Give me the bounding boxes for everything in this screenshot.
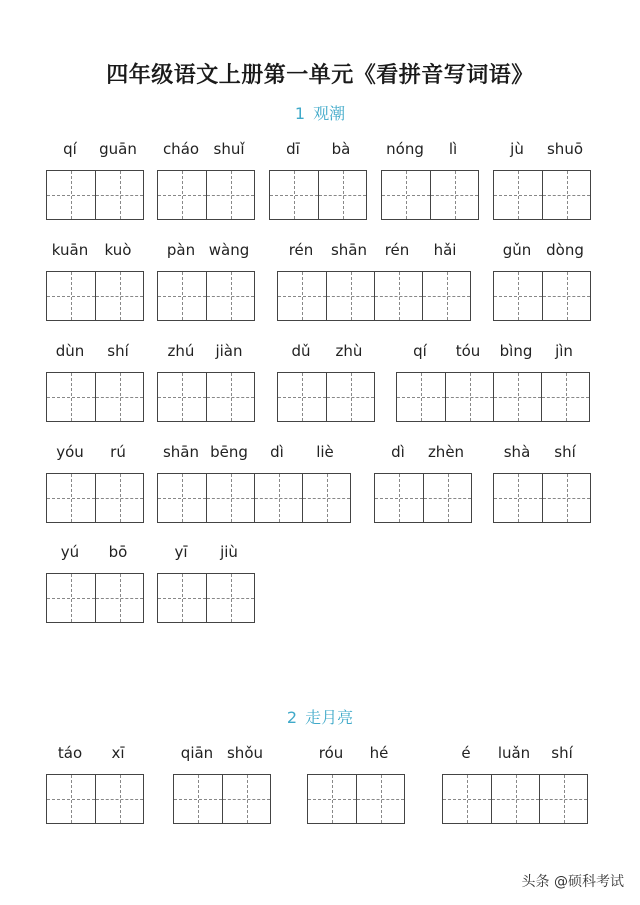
tianzige-cell[interactable] xyxy=(542,171,590,219)
tianzige-cell[interactable] xyxy=(491,775,539,823)
pinyin-syllable: jìn xyxy=(555,342,573,360)
writing-grid[interactable] xyxy=(374,473,472,523)
pinyin-syllable: shí xyxy=(107,342,129,360)
tianzige-cell[interactable] xyxy=(422,272,470,320)
pinyin-syllable: pàn xyxy=(166,241,196,259)
pinyin-syllable: zhú xyxy=(167,342,195,360)
tianzige-cell[interactable] xyxy=(494,474,542,522)
tianzige-cell[interactable] xyxy=(542,474,590,522)
pinyin-syllable: shà xyxy=(503,443,531,461)
pinyin-syllable: hé xyxy=(369,744,389,762)
pinyin-syllable: jiù xyxy=(220,543,238,561)
tianzige-cell[interactable] xyxy=(47,171,95,219)
tianzige-cell[interactable] xyxy=(302,474,350,522)
tianzige-cell[interactable] xyxy=(47,272,95,320)
tianzige-cell[interactable] xyxy=(47,574,95,622)
pinyin-syllable: luǎn xyxy=(497,744,531,762)
tianzige-cell[interactable] xyxy=(174,775,222,823)
tianzige-cell[interactable] xyxy=(222,775,270,823)
pinyin-syllable: róu xyxy=(318,744,344,762)
tianzige-cell[interactable] xyxy=(326,373,374,421)
tianzige-cell[interactable] xyxy=(95,272,143,320)
pinyin-syllable: yóu xyxy=(56,443,84,461)
pinyin-syllable: bìng xyxy=(499,342,533,360)
section-number: 1 xyxy=(294,104,306,123)
pinyin-syllable: kuān xyxy=(51,241,89,259)
tianzige-cell[interactable] xyxy=(443,775,491,823)
writing-grid[interactable] xyxy=(277,372,375,422)
pinyin-syllable: tóu xyxy=(455,342,481,360)
tianzige-cell[interactable] xyxy=(206,474,254,522)
pinyin-syllable: shuō xyxy=(546,140,584,158)
tianzige-cell[interactable] xyxy=(158,171,206,219)
pinyin-syllable: dī xyxy=(286,140,300,158)
pinyin-syllable: rén xyxy=(384,241,410,259)
pinyin-syllable: liè xyxy=(316,443,334,461)
tianzige-cell[interactable] xyxy=(423,474,471,522)
tianzige-cell[interactable] xyxy=(326,272,374,320)
section-name: 观潮 xyxy=(313,104,346,123)
tianzige-cell[interactable] xyxy=(95,474,143,522)
pinyin-syllable: shí xyxy=(554,443,576,461)
pinyin-syllable: zhèn xyxy=(427,443,465,461)
pinyin-syllable: dì xyxy=(270,443,284,461)
writing-grid[interactable] xyxy=(173,774,271,824)
tianzige-cell[interactable] xyxy=(356,775,404,823)
tianzige-cell[interactable] xyxy=(158,474,206,522)
writing-grid[interactable] xyxy=(442,774,588,824)
pinyin-syllable: dòng xyxy=(546,241,584,259)
tianzige-cell[interactable] xyxy=(539,775,587,823)
tianzige-cell[interactable] xyxy=(278,272,326,320)
watermark: 头条 @硕科考试 xyxy=(521,874,624,890)
tianzige-cell[interactable] xyxy=(374,272,422,320)
writing-grid[interactable] xyxy=(46,170,144,220)
tianzige-cell[interactable] xyxy=(445,373,493,421)
tianzige-cell[interactable] xyxy=(308,775,356,823)
pinyin-syllable: gǔn xyxy=(502,241,532,259)
writing-grid[interactable] xyxy=(269,170,367,220)
tianzige-cell[interactable] xyxy=(95,775,143,823)
pinyin-syllable: shān xyxy=(162,443,200,461)
tianzige-cell[interactable] xyxy=(430,171,478,219)
tianzige-cell[interactable] xyxy=(47,474,95,522)
pinyin-syllable: xī xyxy=(111,744,125,762)
tianzige-cell[interactable] xyxy=(206,574,254,622)
pinyin-syllable: lì xyxy=(448,140,458,158)
tianzige-cell[interactable] xyxy=(95,171,143,219)
page-title: 四年级语文上册第一单元《看拼音写词语》 xyxy=(106,63,534,88)
writing-grid[interactable] xyxy=(157,271,255,321)
pinyin-syllable: jù xyxy=(510,140,524,158)
pinyin-syllable: é xyxy=(461,744,471,762)
writing-grid[interactable] xyxy=(493,473,591,523)
pinyin-syllable: qiān xyxy=(180,744,214,762)
tianzige-cell[interactable] xyxy=(158,272,206,320)
section-name: 走月亮 xyxy=(305,708,354,727)
tianzige-cell[interactable] xyxy=(158,373,206,421)
pinyin-syllable: shuǐ xyxy=(213,140,245,158)
tianzige-cell[interactable] xyxy=(318,171,366,219)
tianzige-cell[interactable] xyxy=(541,373,589,421)
tianzige-cell[interactable] xyxy=(375,474,423,522)
tianzige-cell[interactable] xyxy=(494,272,542,320)
tianzige-cell[interactable] xyxy=(494,171,542,219)
section-number: 2 xyxy=(286,708,298,727)
pinyin-syllable: shǒu xyxy=(226,744,264,762)
pinyin-syllable: dì xyxy=(391,443,405,461)
writing-grid[interactable] xyxy=(493,170,591,220)
tianzige-cell[interactable] xyxy=(95,574,143,622)
writing-grid[interactable] xyxy=(46,573,144,623)
tianzige-cell[interactable] xyxy=(47,373,95,421)
tianzige-cell[interactable] xyxy=(493,373,541,421)
pinyin-syllable: bō xyxy=(108,543,128,561)
pinyin-syllable: shān xyxy=(330,241,368,259)
tianzige-cell[interactable] xyxy=(206,373,254,421)
pinyin-syllable: hǎi xyxy=(433,241,457,259)
writing-grid[interactable] xyxy=(381,170,479,220)
writing-grid[interactable] xyxy=(277,271,471,321)
pinyin-syllable: yú xyxy=(60,543,80,561)
tianzige-cell[interactable] xyxy=(206,272,254,320)
pinyin-syllable: bēng xyxy=(210,443,248,461)
tianzige-cell[interactable] xyxy=(158,574,206,622)
writing-grid[interactable] xyxy=(157,170,255,220)
section-heading xyxy=(0,705,640,728)
pinyin-syllable: zhù xyxy=(335,342,363,360)
pinyin-syllable: guān xyxy=(99,140,137,158)
writing-grid[interactable] xyxy=(307,774,405,824)
writing-grid[interactable] xyxy=(157,473,351,523)
writing-grid[interactable] xyxy=(157,573,255,623)
writing-grid[interactable] xyxy=(157,372,255,422)
pinyin-syllable: yī xyxy=(174,543,188,561)
tianzige-cell[interactable] xyxy=(542,272,590,320)
pinyin-syllable: rú xyxy=(110,443,126,461)
writing-grid[interactable] xyxy=(46,372,144,422)
pinyin-syllable: qí xyxy=(63,140,77,158)
writing-grid[interactable] xyxy=(46,271,144,321)
writing-grid[interactable] xyxy=(396,372,590,422)
pinyin-syllable: bà xyxy=(331,140,351,158)
pinyin-syllable: dǔ xyxy=(291,342,311,360)
tianzige-cell[interactable] xyxy=(397,373,445,421)
tianzige-cell[interactable] xyxy=(382,171,430,219)
pinyin-syllable: wàng xyxy=(208,241,250,259)
pinyin-syllable: nóng xyxy=(386,140,424,158)
tianzige-cell[interactable] xyxy=(270,171,318,219)
pinyin-syllable: qí xyxy=(413,342,427,360)
pinyin-syllable: kuò xyxy=(104,241,132,259)
tianzige-cell[interactable] xyxy=(95,373,143,421)
pinyin-syllable: jiàn xyxy=(215,342,243,360)
writing-grid[interactable] xyxy=(493,271,591,321)
pinyin-syllable: táo xyxy=(57,744,83,762)
tianzige-cell[interactable] xyxy=(206,171,254,219)
writing-grid[interactable] xyxy=(46,774,144,824)
tianzige-cell[interactable] xyxy=(278,373,326,421)
section-heading xyxy=(0,101,640,124)
pinyin-syllable: cháo xyxy=(162,140,200,158)
writing-grid[interactable] xyxy=(46,473,144,523)
pinyin-syllable: dùn xyxy=(55,342,85,360)
pinyin-syllable: rén xyxy=(288,241,314,259)
tianzige-cell[interactable] xyxy=(47,775,95,823)
tianzige-cell[interactable] xyxy=(254,474,302,522)
pinyin-syllable: shí xyxy=(551,744,573,762)
